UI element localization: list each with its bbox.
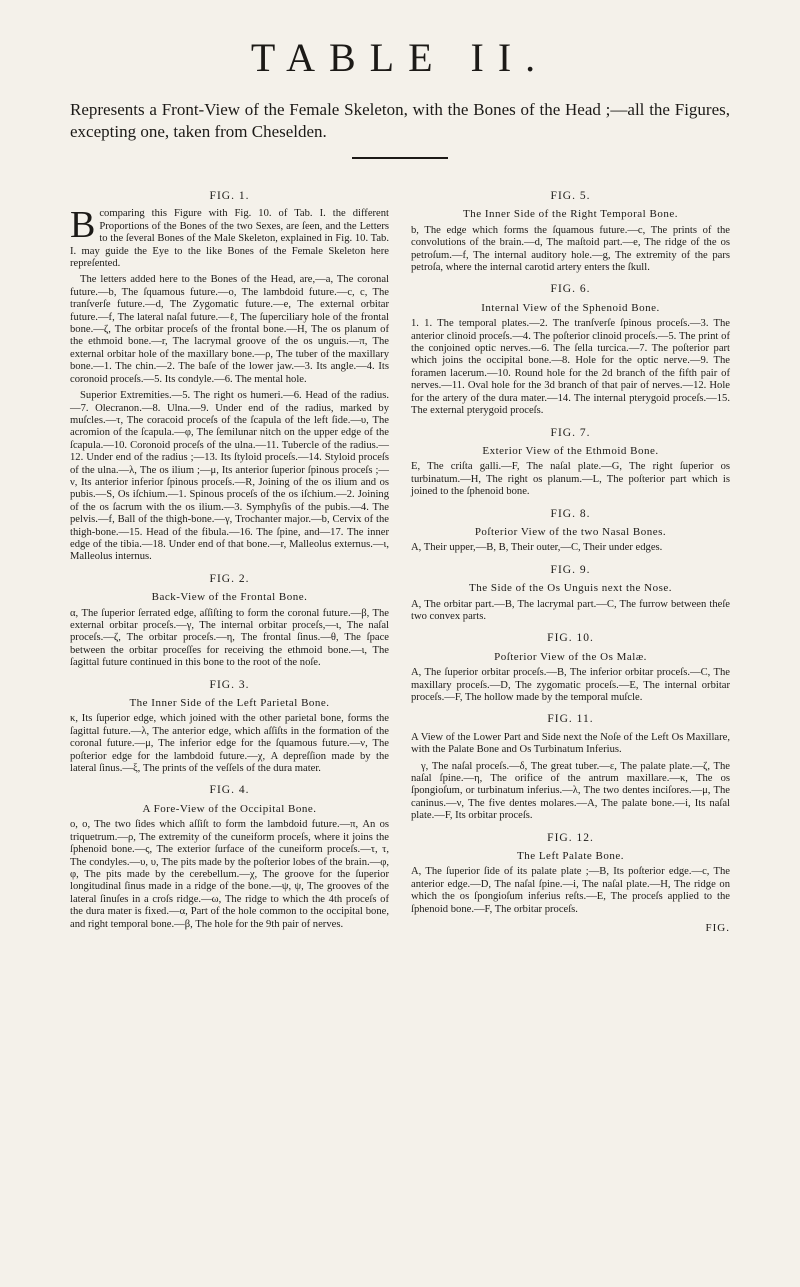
figure-section <box>411 427 730 499</box>
figure-paragraph <box>70 713 389 775</box>
divider-rule <box>352 157 448 159</box>
text-columns <box>70 181 730 935</box>
paragraph-text: α, The ſuperior ſerrated edge, aſſiſting to form the coronal future.—β, The external orbitar proceſs.—γ, The internal orbitar proceſs,—ι, The naſal proceſs.—ζ, The orbitar proceſs.—η, The frontal ſinus.—θ, The ſpace between the orbitar proceſſes for receiving the ethmoid bone.—ι, The ſagittal future continued in this bone to the root of the noſe. <box>70 607 389 669</box>
paragraph-text: Superior Extremities.—5. The right os humeri.—6. Head of the radius.—7. Olecranon.—8. Ulna.—9. Under end of the radius, marked by muſcles.—τ, The coracoid proceſs of the ſcapula of the left ſide.—υ, The acromion of the ſcapula.—φ, The ſemilunar nitch on the upper edge of the ſcapula.—10. Coronoid proceſs of the ulna.—11. Tubercle of the radius.—12. Under end of the radius ;—13. Its ſtyloid proceſs.—14. Styloid proceſs of the ulna.—λ, The os ilium ;—μ, Its anterior ſuperior ſpinous proceſs ;—ν, Its anterior inferior ſpinous proceſs.—R, Joining of the os ilium and os pubis.—S, Os iſchium.—1. Spinous proceſs of the os iſchium.—2. Joining of the os ſacrum with the os ilium.—3. Symphyſis of the pubis.—4. The pelvis.—f, Ball of the thigh-bone.—γ, Trochanter major.—b, Cervix of the thigh-bone.—15. Head of the fibula.—16. The ſpine, and—17. The inner edge of the tibia.—18. Under end of that bone.—r, Malleolus externus.—ι, Malleolus internus. <box>70 390 389 563</box>
figure-subheading: Internal View of the Sphenoid Bone. <box>481 301 660 314</box>
figure-section <box>70 190 389 564</box>
paragraph-text: The letters added here to the Bones of the Head, are,—a, The coronal future.—b, The ſquamous future.—o, The lambdoid future.—c, c, The tranſverſe future.—d, The Zygomatic future.—e, The external orbitar future.—f, The lateral naſal future.—ℓ, The ſuperciliary hole of the frontal bone.—ζ, The orbitar proceſs of the frontal bone.—H, The os planum of the ethmoid bone.—r, The lacrymal groove of the os unguis.—π, The external orbitar hole of the maxillary bone.—ρ, The tuber of the maxillary bone.—1. The chin.—2. The baſe of the lower jaw.—3. Its angle.—4. Its coronoid proceſs.—5. Its condyle.—6. The mental hole. <box>70 274 389 385</box>
drop-cap: B <box>70 204 96 247</box>
figure-section <box>70 573 389 670</box>
figure-heading: FIG. 2. <box>209 572 250 585</box>
catchword: FIG. <box>705 922 730 935</box>
paragraph-text: A View of the Lower Part and Side next the Noſe of the Left Os Maxillare, with the Palate Bone and Os Turbinatum Inferius. <box>411 731 730 756</box>
figure-section <box>411 632 730 704</box>
paragraph-text: γ, The naſal proceſs.—δ, The great tuber.—ε, The palate plate.—ζ, The naſal ſpine.—η, The orifice of the antrum maxillare.—κ, The os ſpongioſum, or turbinatum inferius.—λ, The two dentes inciſores.—μ, The caninus.—ν, The five dentes molares.—A, The palate bone.—i, Its naſal plate.—F, Its orbitar proceſs. <box>411 760 730 822</box>
figure-paragraph <box>411 761 730 823</box>
paragraph-text: A, Their upper,—B, B, Their outer,—C, Their under edges. <box>411 542 663 554</box>
figure-subheading: Exterior View of the Ethmoid Bone. <box>482 444 659 457</box>
figure-paragraph <box>411 667 730 704</box>
figure-heading: FIG. 3. <box>209 678 250 691</box>
paragraph-text: 1. 1. The temporal plates.—2. The tranſverſe ſpinous proceſs.—3. The anterior clinoid proceſs.—4. The poſterior clinoid proceſs.—5. The print of the conjoined optic nerves.—6. The ſella turcica.—7. The poſterior part which joins the occipital bone.—8. Hole for the optic nerve.—9. The foramen lacerum.—10. Round hole for the 2d branch of the fifth pair of nerves.—11. Oval hole for the 3d branch of that pair of nerves.—12. Hole for the artery of the dura mater.—14. The internal pterygoid proceſs.—15. The external pterygoid proceſs. <box>411 318 730 417</box>
figure-section <box>411 508 730 555</box>
figure-subheading: The Left Palate Bone. <box>516 850 625 863</box>
figure-paragraph <box>411 225 730 275</box>
paragraph-text: o, o, The two ſides which aſſiſt to form the lambdoid future.—π, An os triquetrum.—ρ, The extremity of the cuneiform proceſs, where it joins the ſphenoid bone.—ς, The exterior ſurface of the cuneiform proceſs.—τ, τ, The condyles.—υ, υ, The pits made by the poſterior lobes of the brain.—φ, φ, The pits made by the cerebellum.—χ, The groove for the ſuperior longitudinal ſinus made in a ridge of the bone.—ψ, ψ, The grooves of the lateral ſinuſes in a croſs ridge.—ω, The ridge to which the 4th proceſs of the dura mater is fixed.—α, Part of the hole common to the occipital bone, and right temporal bone.—β, The hole for the 9th pair of nerves. <box>70 819 389 930</box>
figure-subheading: Poſterior View of the two Nasal Bones. <box>474 525 667 538</box>
figure-section <box>411 713 730 822</box>
figure-paragraph <box>411 318 730 417</box>
figure-section <box>411 832 730 916</box>
figure-section <box>411 190 730 274</box>
figure-subheading: The Inner Side of the Right Temporal Bone. <box>463 208 678 221</box>
figure-heading: FIG. 7. <box>550 426 591 439</box>
paragraph-text: κ, Its ſuperior edge, which joined with the other parietal bone, forms the ſagittal future.—λ, The anterior edge, which aſſiſts in the formation of the coronal future.—μ, The inferior edge for the ſquamous future.—ν, The poſterior edge for the lambdoid future.—χ, A depreſſion made by the lateral ſinus.—ξ, The prints of the veſſels of the dura mater. <box>70 713 389 775</box>
figure-heading: FIG. 11. <box>547 713 594 726</box>
figure-heading: FIG. 4. <box>209 784 250 797</box>
figure-section <box>411 283 730 417</box>
figure-heading: FIG. 8. <box>550 507 591 520</box>
figure-subheading: Back-View of the Frontal Bone. <box>151 591 308 604</box>
figure-paragraph <box>411 866 730 916</box>
figure-heading: FIG. 5. <box>550 190 591 202</box>
figure-subheading: The Inner Side of the Left Parietal Bone. <box>129 697 330 710</box>
figure-paragraph <box>70 608 389 670</box>
figure-heading: FIG. 1. <box>209 190 250 202</box>
figure-paragraph <box>70 390 389 564</box>
figure-paragraph <box>411 542 730 554</box>
figure-section <box>411 564 730 624</box>
figure-section <box>70 784 389 930</box>
figure-subheading: The Side of the Os Unguis next the Nose. <box>469 582 672 595</box>
page-title: TABLE II. <box>250 35 550 80</box>
paragraph-text: A, The orbitar part.—B, The lacrymal part.—C, The furrow between theſe two convex parts. <box>411 598 730 622</box>
figure-paragraph <box>70 204 389 270</box>
figure-heading: FIG. 6. <box>550 283 591 296</box>
figure-paragraph <box>411 599 730 624</box>
figure-paragraph <box>411 732 730 757</box>
figure-section <box>70 679 389 776</box>
paragraph-text: comparing this Figure with Fig. 10. of Tab. I. the different Proportions of the Bones of the two Sexes, are ſeen, and the Letters to the ſeveral Bones of the Male Skeleton, explained in Fig. 10. Tab. I. may guide the Eye to the like Bones of the Female Skeleton here repreſented. <box>70 208 389 270</box>
paragraph-text: A, The ſuperior orbitar proceſs.—B, The inferior orbitar proceſs.—C, The maxillary proceſs.—D, The zygomatic proceſs.—E, The internal orbitar proceſs.—F, The hollow made by the temporal muſcle. <box>411 667 730 703</box>
left-column <box>70 181 389 935</box>
paragraph-text: E, The criſta galli.—F, The naſal plate.—G, The right ſuperior os turbinatum.—H, The right os planum.—L, The poſterior part which is joined to the ſphenoid bone. <box>411 461 730 498</box>
right-column <box>411 181 730 935</box>
paragraph-text: A, The ſuperior ſide of its palate plate ;—B, Its poſterior edge.—c, The anterior edge.—D, The naſal ſpine.—i, The naſal plate.—H, The ridge on which the os ſpongioſum inferius reſts.—E, The proceſs applied to the ſphenoid bone.—F, The orbitar proceſs. <box>411 866 730 915</box>
figure-heading: FIG. 10. <box>547 632 594 645</box>
figure-subheading: Poſterior View of the Os Malæ. <box>494 650 647 663</box>
figure-paragraph <box>70 819 389 931</box>
figure-heading: FIG. 12. <box>547 831 594 844</box>
figure-paragraph <box>411 461 730 498</box>
figure-paragraph <box>70 274 389 386</box>
intro-text: Represents a Front-View of the Female Skeleton, with the Bones of the Head ;—all the Figures, excepting one, taken from Cheselden. <box>70 100 730 141</box>
figure-subheading: A Fore-View of the Occipital Bone. <box>142 802 317 815</box>
figure-heading: FIG. 9. <box>550 563 591 576</box>
paragraph-text: b, The edge which forms the ſquamous future.—c, The prints of the convolutions of the brain.—d, The maſtoid part.—e, The ridge of the os petroſum.—f, The internal auditory hole.—g, The extremity of the pars petroſa, where the internal carotid artery enters the ſkull. <box>411 224 730 274</box>
